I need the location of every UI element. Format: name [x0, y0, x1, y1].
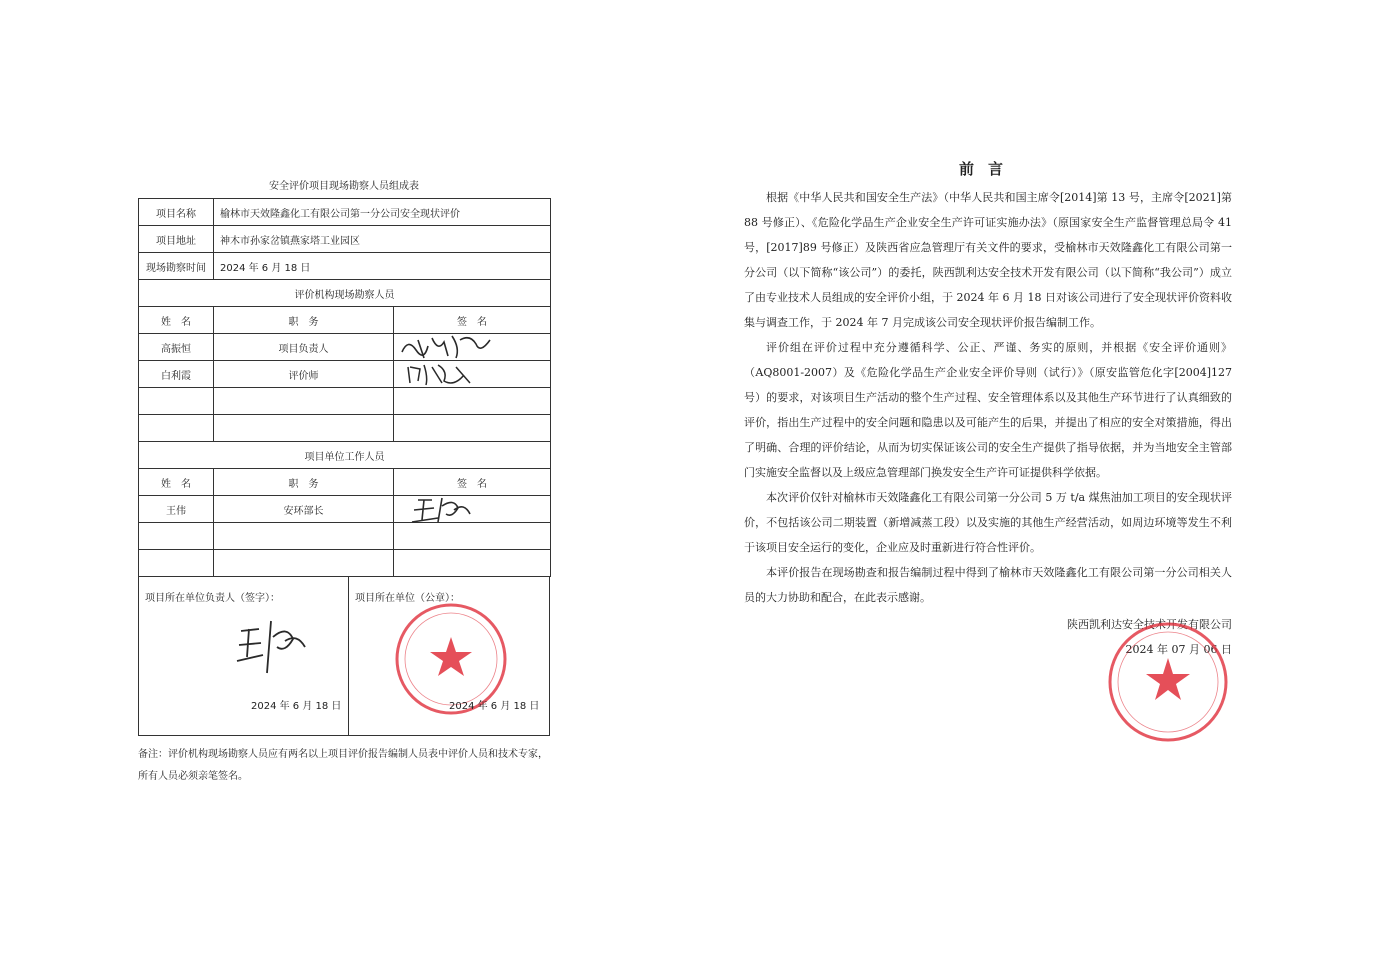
staff-position: 项目负责人: [214, 334, 394, 361]
signature-wang: [394, 496, 551, 523]
unit-head-cell: [139, 577, 349, 735]
form-note: 备注：评价机构现场勘察人员应有两名以上项目评价报告编制人员表中评价人员和技术专家，所有人员必须亲笔签名。: [138, 749, 548, 782]
survey-table: [138, 198, 551, 577]
staff-name: 白利霞: [139, 361, 214, 388]
survey-time-label: 现场勘察时间: [139, 253, 214, 280]
project-name-label: 项目名称: [139, 199, 214, 226]
preface-paragraph: 根据《中华人民共和国安全生产法》（中华人民共和国主席令[2014]第 13 号，主席令[2021]第 88 号修正）、《危险化学品生产企业安全生产许可证实施办法》（原国家安全生产监督管理总局令 41 号，[2017]89 号修正）及陕西省应急管理厅有关文件的要求，受榆林市天效隆鑫化工有限公司第一分公司（以下简称“该公司”）的委托，陕西凯利达安全技术开发有限公司（以下简称“我公司”）成立了由专业技术人员组成的安全评价小组，于 2024 年 6 月 18 日对该公司进行了安全现状评价资料收集与调查工作，于 2024 年 7 月完成该公司安全现状评价报告编制工作。: [744, 191, 1232, 329]
table-row: [139, 550, 551, 577]
unit-head-label: 项目所在单位负责人（签字）：: [145, 593, 280, 604]
col-name-header: 姓 名: [139, 307, 214, 334]
table-row: [139, 334, 551, 361]
col-position-header: 职 务: [214, 307, 394, 334]
table-row: [139, 523, 551, 550]
preface-paragraph: 评价组在评价过程中充分遵循科学、公正、严谨、务实的原则，并根据《安全评价通则》（AQ8001-2007）及《危险化学品生产企业安全评价导则（试行）》（原安监管危化字[2004]127 号）的要求，对该项目生产活动的整个生产过程、安全管理体系以及其他生产环节进行了认真细致的评价，指出生产过程中的安全问题和隐患以及可能产生的后果，并提出了相应的安全对策措施，得出了明确、合理的评价结论，从而为切实保证该公司的安全生产提供了指导依据，并为当地安全主管部门实施安全监督以及上级应急管理部门换发安全生产许可证提供科学依据。: [744, 341, 1232, 479]
col-position-header: 职 务: [214, 469, 394, 496]
project-address-value: 神木市孙家岔镇燕家塔工业园区: [214, 226, 551, 253]
staff-position: 评价师: [214, 361, 394, 388]
table-row: [139, 496, 551, 523]
staff-name: 王伟: [139, 496, 214, 523]
col-sign-header: 签 名: [394, 307, 551, 334]
form-title: 安全评价项目现场勘察人员组成表: [269, 181, 419, 192]
unit-head-signature: [233, 617, 313, 677]
preface-page: [744, 158, 1232, 662]
signing-date: 2024 年 07 月 06 日: [1125, 643, 1232, 656]
eval-section-title: 评价机构现场勘察人员: [139, 280, 551, 307]
project-address-label: 项目地址: [139, 226, 214, 253]
col-sign-header: 签 名: [394, 469, 551, 496]
signature-bai: [394, 361, 551, 388]
approval-box: [138, 577, 550, 736]
staff-position: 安环部长: [214, 496, 394, 523]
staff-name: 高振恒: [139, 334, 214, 361]
unit-seal-cell: [349, 577, 549, 735]
page-title: 前言: [958, 160, 1017, 178]
project-name-value: 榆林市天效隆鑫化工有限公司第一分公司安全现状评价: [214, 199, 551, 226]
company-seal-icon: [1104, 618, 1232, 746]
table-row: [139, 361, 551, 388]
signing-company: 陕西凯利达安全技术开发有限公司: [1067, 618, 1232, 631]
table-row: [139, 415, 551, 442]
col-name-header: 姓 名: [139, 469, 214, 496]
survey-staff-form: [138, 180, 550, 788]
preface-paragraph: 本评价报告在现场勘查和报告编制过程中得到了榆林市天效隆鑫化工有限公司第一分公司相关人员的大力协助和配合，在此表示感谢。: [744, 566, 1232, 604]
unit-section-title: 项目单位工作人员: [139, 442, 551, 469]
table-row: [139, 388, 551, 415]
unit-seal-date: 2024 年 6 月 18 日: [449, 701, 540, 712]
unit-seal-label: 项目所在单位（公章）：: [355, 593, 460, 604]
survey-time-value: 2024 年 6 月 18 日: [214, 253, 551, 280]
unit-head-date: 2024 年 6 月 18 日: [251, 701, 342, 712]
preface-paragraph: 本次评价仅针对榆林市天效隆鑫化工有限公司第一分公司 5 万 t/a 煤焦油加工项目的安全现状评价，不包括该公司二期装置（新增减蒸工段）以及实施的其他生产经营活动，如周边环境等发生不利于该项目安全运行的变化，企业应及时重新进行符合性评价。: [744, 491, 1232, 554]
